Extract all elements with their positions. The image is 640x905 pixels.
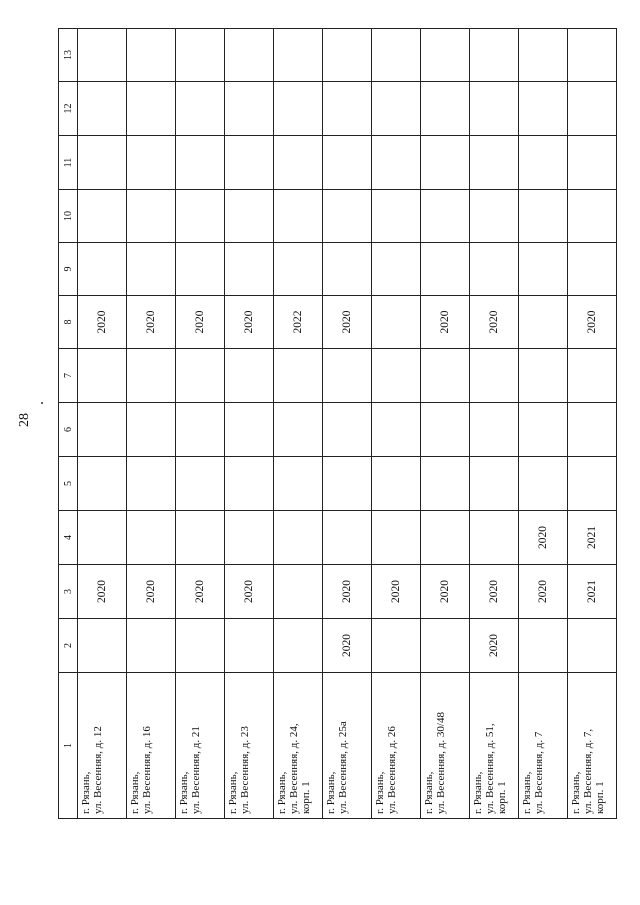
year-cell bbox=[274, 243, 323, 296]
address-line: ул. Весенняя, д. 7 bbox=[533, 731, 545, 814]
year-cell bbox=[274, 190, 323, 243]
year-cell bbox=[323, 190, 372, 243]
year-cell bbox=[470, 349, 519, 403]
year-cell: 2020 bbox=[519, 565, 568, 619]
year-cell bbox=[176, 349, 225, 403]
year-cell bbox=[519, 29, 568, 82]
address-line: корп. 1 bbox=[594, 781, 606, 814]
year-cell: 2020 bbox=[127, 565, 176, 619]
year-cell: 2020 bbox=[372, 565, 421, 619]
address-cell bbox=[176, 673, 225, 819]
address-line: г. Рязань, bbox=[374, 771, 386, 814]
year-cell bbox=[225, 136, 274, 190]
year-cell bbox=[274, 136, 323, 190]
year-cell bbox=[274, 403, 323, 457]
year-cell: 2020 bbox=[225, 296, 274, 349]
table-row bbox=[78, 29, 127, 819]
table-row bbox=[225, 29, 274, 819]
column-header: 12 bbox=[59, 82, 78, 136]
address-cell bbox=[568, 673, 617, 819]
year-cell bbox=[470, 29, 519, 82]
rotated-table-container bbox=[58, 28, 606, 819]
year-cell: 2020 bbox=[470, 296, 519, 349]
column-header: 8 bbox=[59, 296, 78, 349]
address-cell bbox=[470, 673, 519, 819]
address-cell bbox=[323, 673, 372, 819]
address-line: г. Рязань, bbox=[570, 771, 582, 814]
address-line: корп. 1 bbox=[300, 781, 312, 814]
year-cell bbox=[568, 619, 617, 673]
year-cell bbox=[78, 82, 127, 136]
year-cell bbox=[176, 243, 225, 296]
column-header: 5 bbox=[59, 457, 78, 511]
address-cell bbox=[127, 673, 176, 819]
year-cell bbox=[78, 29, 127, 82]
header-row bbox=[59, 29, 78, 819]
table-row bbox=[519, 29, 568, 819]
year-cell bbox=[323, 457, 372, 511]
address-line: ул. Весенняя, д. 24, bbox=[288, 723, 300, 814]
table-row bbox=[323, 29, 372, 819]
address-line: ул. Весенняя, д. 21 bbox=[190, 726, 202, 814]
year-cell bbox=[372, 296, 421, 349]
table-row bbox=[176, 29, 225, 819]
year-cell bbox=[568, 29, 617, 82]
year-cell: 2020 bbox=[78, 296, 127, 349]
table-row bbox=[372, 29, 421, 819]
year-cell bbox=[127, 82, 176, 136]
year-cell: 2020 bbox=[323, 565, 372, 619]
year-cell bbox=[519, 243, 568, 296]
year-cell bbox=[372, 190, 421, 243]
year-cell bbox=[176, 82, 225, 136]
address-cell bbox=[421, 673, 470, 819]
year-cell bbox=[176, 190, 225, 243]
address-line: ул. Весенняя, д. 23 bbox=[239, 726, 251, 814]
year-cell: 2020 bbox=[225, 565, 274, 619]
year-cell bbox=[372, 136, 421, 190]
address-line: ул. Весенняя, д. 16 bbox=[141, 726, 153, 814]
year-cell bbox=[372, 29, 421, 82]
year-cell bbox=[176, 29, 225, 82]
address-cell bbox=[225, 673, 274, 819]
address-line: г. Рязань, bbox=[276, 771, 288, 814]
column-header: 11 bbox=[59, 136, 78, 190]
year-cell bbox=[127, 190, 176, 243]
year-cell bbox=[225, 349, 274, 403]
year-cell bbox=[176, 619, 225, 673]
year-cell bbox=[323, 511, 372, 565]
address-line: ул. Весенняя, д. 51, bbox=[484, 723, 496, 814]
year-cell bbox=[519, 457, 568, 511]
column-header: 2 bbox=[59, 619, 78, 673]
year-cell bbox=[421, 136, 470, 190]
year-cell: 2020 bbox=[176, 565, 225, 619]
year-cell: 2020 bbox=[568, 296, 617, 349]
address-line: г. Рязань, bbox=[521, 771, 533, 814]
year-cell bbox=[568, 403, 617, 457]
address-line: ул. Весенняя, д. 26 bbox=[386, 726, 398, 814]
year-cell: 2020 bbox=[323, 619, 372, 673]
year-cell bbox=[225, 619, 274, 673]
year-cell bbox=[421, 403, 470, 457]
year-cell bbox=[176, 511, 225, 565]
page-number: 28 bbox=[17, 413, 32, 427]
year-cell: 2020 bbox=[78, 565, 127, 619]
year-cell bbox=[78, 619, 127, 673]
year-cell bbox=[421, 349, 470, 403]
table-row bbox=[127, 29, 176, 819]
year-cell bbox=[372, 243, 421, 296]
year-cell bbox=[421, 511, 470, 565]
year-cell bbox=[519, 190, 568, 243]
year-cell bbox=[519, 82, 568, 136]
year-cell bbox=[519, 403, 568, 457]
column-header: 3 bbox=[59, 565, 78, 619]
year-cell bbox=[127, 243, 176, 296]
year-cell bbox=[274, 619, 323, 673]
year-cell bbox=[519, 136, 568, 190]
address-line: г. Рязань, bbox=[129, 771, 141, 814]
year-cell bbox=[568, 82, 617, 136]
year-cell bbox=[176, 136, 225, 190]
year-cell: 2020 bbox=[421, 565, 470, 619]
year-cell: 2020 bbox=[470, 619, 519, 673]
address-line: ул. Весенняя, д. 30/48 bbox=[435, 712, 447, 814]
address-line: корп. 1 bbox=[496, 781, 508, 814]
year-cell bbox=[421, 29, 470, 82]
year-cell bbox=[470, 243, 519, 296]
column-header: 10 bbox=[59, 190, 78, 243]
year-cell bbox=[568, 457, 617, 511]
year-cell bbox=[421, 243, 470, 296]
year-cell bbox=[127, 29, 176, 82]
year-cell bbox=[274, 457, 323, 511]
year-cell bbox=[78, 243, 127, 296]
year-cell bbox=[225, 190, 274, 243]
column-header: 13 bbox=[59, 29, 78, 82]
year-cell bbox=[323, 82, 372, 136]
address-line: ул. Весенняя, д. 25а bbox=[337, 721, 349, 814]
year-cell bbox=[421, 457, 470, 511]
table-row bbox=[470, 29, 519, 819]
year-cell: 2020 bbox=[470, 565, 519, 619]
year-cell bbox=[470, 190, 519, 243]
year-cell bbox=[274, 82, 323, 136]
year-cell bbox=[470, 82, 519, 136]
year-cell bbox=[568, 136, 617, 190]
year-cell: 2020 bbox=[176, 296, 225, 349]
column-header: 9 bbox=[59, 243, 78, 296]
address-cell bbox=[274, 673, 323, 819]
year-cell bbox=[323, 403, 372, 457]
address-line: г. Рязань, bbox=[227, 771, 239, 814]
address-line: г. Рязань, bbox=[325, 771, 337, 814]
address-line: г. Рязань, bbox=[472, 771, 484, 814]
year-cell bbox=[372, 349, 421, 403]
year-cell bbox=[127, 511, 176, 565]
year-cell bbox=[225, 29, 274, 82]
year-cell bbox=[372, 619, 421, 673]
year-cell bbox=[421, 190, 470, 243]
table-area bbox=[58, 28, 606, 819]
table-row bbox=[274, 29, 323, 819]
year-cell bbox=[274, 29, 323, 82]
year-cell bbox=[225, 243, 274, 296]
year-cell bbox=[127, 457, 176, 511]
column-header: 1 bbox=[59, 673, 78, 819]
year-cell bbox=[225, 457, 274, 511]
year-cell bbox=[78, 511, 127, 565]
year-cell bbox=[568, 349, 617, 403]
address-line: г. Рязань, bbox=[80, 771, 92, 814]
table-row bbox=[568, 29, 617, 819]
year-cell bbox=[323, 29, 372, 82]
year-cell bbox=[372, 511, 421, 565]
year-cell: 2020 bbox=[519, 511, 568, 565]
address-line: ул. Весенняя, д. 12 bbox=[92, 726, 104, 814]
column-header: 6 bbox=[59, 403, 78, 457]
year-cell bbox=[568, 190, 617, 243]
year-cell bbox=[519, 349, 568, 403]
year-cell bbox=[78, 349, 127, 403]
address-line: ул. Весенняя, д. 7, bbox=[582, 728, 594, 814]
year-cell bbox=[470, 511, 519, 565]
address-line: г. Рязань, bbox=[178, 771, 190, 814]
year-cell bbox=[372, 403, 421, 457]
year-cell: 2022 bbox=[274, 296, 323, 349]
address-cell bbox=[78, 673, 127, 819]
year-cell bbox=[470, 457, 519, 511]
year-cell: 2020 bbox=[323, 296, 372, 349]
column-header: 4 bbox=[59, 511, 78, 565]
year-cell bbox=[127, 136, 176, 190]
year-cell bbox=[225, 511, 274, 565]
address-line: г. Рязань, bbox=[423, 771, 435, 814]
year-cell bbox=[323, 243, 372, 296]
year-cell bbox=[372, 457, 421, 511]
year-cell bbox=[421, 619, 470, 673]
year-cell bbox=[78, 190, 127, 243]
table-row bbox=[421, 29, 470, 819]
year-cell bbox=[323, 349, 372, 403]
year-cell bbox=[323, 136, 372, 190]
year-cell bbox=[78, 403, 127, 457]
year-cell bbox=[470, 403, 519, 457]
column-header: 7 bbox=[59, 349, 78, 403]
address-cell bbox=[372, 673, 421, 819]
year-cell bbox=[127, 619, 176, 673]
year-cell: 2020 bbox=[127, 296, 176, 349]
year-cell bbox=[225, 403, 274, 457]
year-cell bbox=[274, 565, 323, 619]
year-cell bbox=[421, 82, 470, 136]
year-cell bbox=[470, 136, 519, 190]
year-cell bbox=[78, 457, 127, 511]
year-cell bbox=[127, 403, 176, 457]
year-cell bbox=[225, 82, 274, 136]
year-cell bbox=[176, 403, 225, 457]
year-cell bbox=[176, 457, 225, 511]
year-cell bbox=[274, 511, 323, 565]
year-cell bbox=[372, 82, 421, 136]
year-cell bbox=[127, 349, 176, 403]
year-cell: 2020 bbox=[421, 296, 470, 349]
year-cell bbox=[519, 296, 568, 349]
year-cell bbox=[568, 243, 617, 296]
data-table bbox=[58, 28, 617, 819]
year-cell: 2021 bbox=[568, 565, 617, 619]
year-cell bbox=[78, 136, 127, 190]
address-cell bbox=[519, 673, 568, 819]
year-cell bbox=[519, 619, 568, 673]
year-cell bbox=[274, 349, 323, 403]
year-cell: 2021 bbox=[568, 511, 617, 565]
scan-speck bbox=[41, 402, 43, 404]
